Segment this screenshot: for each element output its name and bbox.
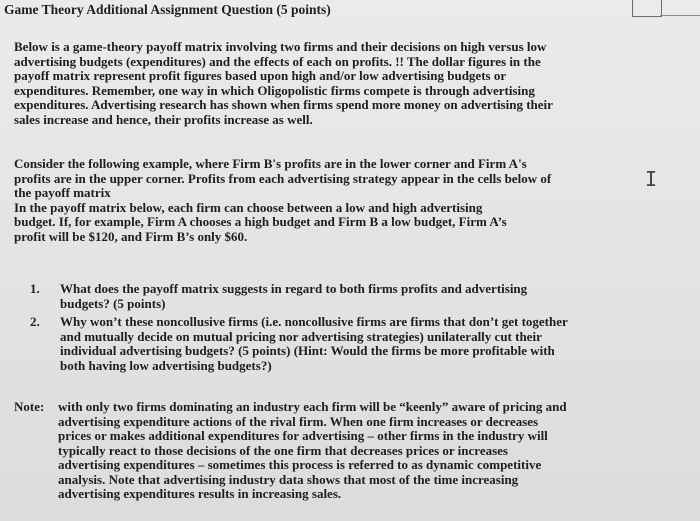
text-cursor-icon: Ι (645, 167, 658, 191)
note-line: advertising expenditures results in increasing sales. (58, 486, 342, 501)
question-number: 1. (30, 281, 40, 296)
question-item-2 (30, 315, 640, 373)
paragraph-line: payoff matrix represent profit figures based upon high and/or low advertising budgets or (14, 68, 507, 83)
paragraph-line: budget. If, for example, Firm A chooses a high budget and Firm B a low budget, Firm A’s (14, 214, 507, 229)
question-line: budgets? (5 points) (60, 295, 166, 311)
question-line: Why won’t these noncollusive firms (i.e. noncollusive firms are firms that don’t get together (60, 314, 568, 329)
intro-paragraph (14, 40, 626, 127)
question-line: What does the payoff matrix suggests in regard to both firms profits and advertising (60, 281, 528, 296)
assignment-title: Game Theory Additional Assignment Question (5 points) (4, 2, 331, 17)
note-body (58, 400, 639, 502)
note-section (14, 400, 639, 502)
paragraph-line: profit will be $120, and Firm B’s only $60. (14, 228, 248, 244)
paragraph-line: advertising budgets (expenditures) and the effects of each on profits. !! The dollar figures in the (14, 53, 541, 69)
note-line: advertising expenditures – sometimes this process is referred to as dynamic competitive (58, 457, 542, 472)
corner-divider (660, 15, 700, 16)
note-line: typically react to those decisions of the one firm that decreases prices or increases (58, 442, 508, 458)
note-line: advertising expenditure actions of the rival firm. When one firm increases or decreases (58, 413, 539, 429)
question-line: both having low advertising budgets?) (60, 357, 272, 373)
paragraph-line: expenditures. Remember, one way in which Oligopolistic firms compete is through advertising (14, 82, 535, 98)
paragraph-line: profits are in the upper corner. Profits from each advertising strategy appear in the cells below of (14, 170, 552, 186)
paragraph-line: expenditures. Advertising research has shown when firms spend more money on advertising their (14, 97, 553, 112)
paragraph-line: Consider the following example, where Firm B's profits are in the lower corner and Firm A's (14, 156, 527, 171)
note-label: Note: (14, 399, 45, 414)
question-line: individual advertising budgets? (5 points) (Hint: Would the firms be more profitable with (60, 343, 555, 358)
paragraph-line: Below is a game-theory payoff matrix involving two firms and their decisions on high versus low (14, 39, 547, 54)
note-line: prices or makes additional expenditures for advertising – other firms in the industry will (58, 428, 548, 443)
question-list (30, 282, 640, 377)
example-paragraph (14, 157, 626, 244)
question-line: and mutually decide on mutual pricing nor advertising strategies) unilaterally cut their (60, 328, 542, 344)
paragraph-line: the payoff matrix (14, 185, 111, 200)
question-item-1 (30, 282, 640, 311)
question-number: 2. (30, 314, 40, 329)
paragraph-line: sales increase and hence, their profits increase as well. (14, 111, 313, 127)
paragraph-line: In the payoff matrix below, each firm can choose between a low and high advertising (14, 199, 483, 215)
note-line: analysis. Note that advertising industry data shows that most of the time increasing (58, 471, 519, 487)
corner-frame (632, 0, 662, 17)
note-line: with only two firms dominating an industry each firm will be “keenly” aware of pricing and (58, 399, 567, 414)
